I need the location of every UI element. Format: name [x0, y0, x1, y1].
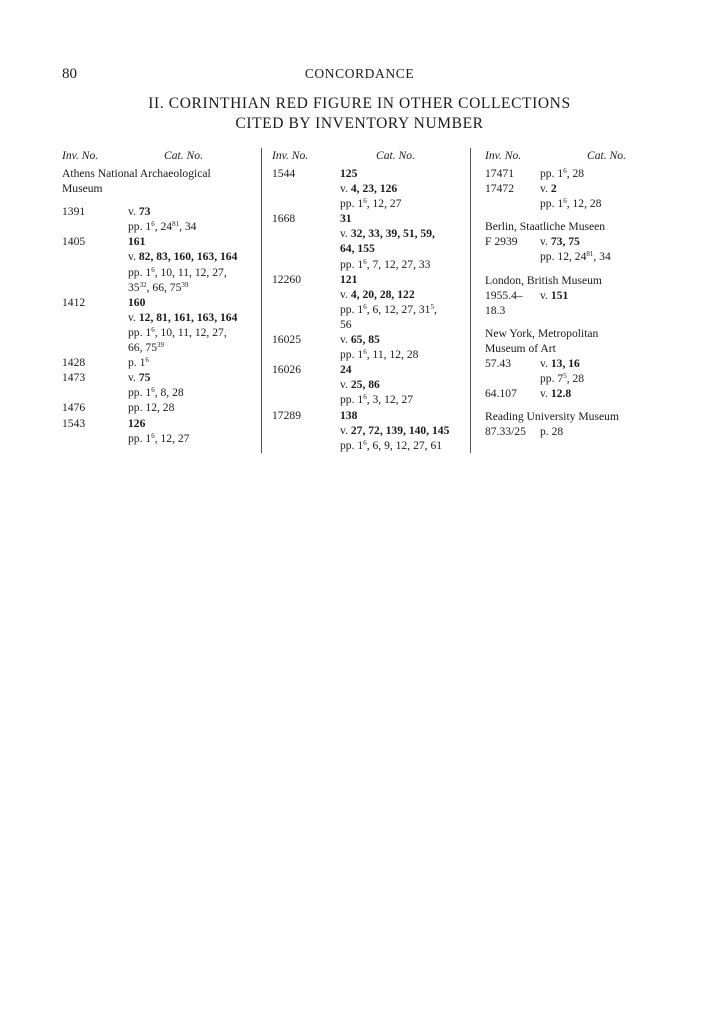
reference-text: pp. 1: [340, 197, 364, 211]
column-rule-2: [470, 148, 471, 453]
footnote-superscript: 6: [363, 348, 367, 357]
reference-text: v.: [128, 205, 139, 219]
catalogue-number: 138: [340, 408, 358, 422]
inventory-number: 1473: [62, 371, 86, 385]
catalogue-references: [128, 295, 258, 355]
spacer: [62, 196, 258, 204]
reference-text: v.: [540, 235, 551, 249]
inventory-number: 64.107: [485, 387, 517, 401]
reference-line: [540, 356, 665, 371]
museum-name: New York, Metropolitan: [485, 326, 599, 340]
reference-text: pp. 12, 24: [540, 250, 587, 264]
footnote-superscript: 6: [363, 197, 367, 206]
museum-name: Reading University Museum: [485, 410, 619, 424]
page-number: 80: [62, 66, 77, 82]
reference-text: , 10, 11, 12, 27,: [154, 325, 227, 339]
catalogue-references: [128, 234, 258, 294]
reference-line: [340, 196, 458, 211]
section-title-line-1: II. CORINTHIAN RED FIGURE IN OTHER COLLECTIONS: [148, 95, 571, 112]
reference-line: [128, 219, 258, 234]
inventory-number: F 2939: [485, 235, 518, 249]
reference-line: [128, 355, 258, 370]
reference-line: [340, 181, 458, 196]
reference-line: [128, 431, 258, 446]
section-title-line-2: CITED BY INVENTORY NUMBER: [235, 115, 484, 132]
catalogue-number: 82, 83, 160, 163, 164: [138, 250, 238, 264]
reference-line: [128, 265, 258, 280]
reference-line: [540, 181, 665, 196]
inv-no-header: Inv. No.: [62, 149, 99, 162]
concordance-entry: [272, 362, 458, 407]
reference-text: 66, 75: [128, 341, 157, 355]
reference-text: pp. 1: [128, 220, 152, 234]
concordance-column-2: [272, 148, 458, 453]
cat-no-header: Cat. No.: [164, 149, 203, 162]
catalogue-number: 64, 155: [340, 242, 375, 256]
reference-text: , 12, 27: [154, 431, 190, 445]
reference-line: [128, 234, 258, 249]
reference-line: [340, 332, 458, 347]
inventory-number: 16025: [272, 333, 301, 347]
catalogue-number: 13, 16: [550, 357, 580, 371]
reference-line: [340, 302, 458, 317]
catalogue-number: 73: [138, 205, 151, 219]
reference-text: v.: [540, 288, 551, 302]
inventory-number: 1405: [62, 235, 86, 249]
catalogue-number: 151: [550, 288, 569, 302]
column-header: [62, 148, 258, 163]
catalogue-number: 4, 20, 28, 122: [350, 287, 415, 301]
concordance-entry: [485, 386, 665, 401]
catalogue-references: [540, 424, 665, 439]
reference-line: [540, 234, 665, 249]
reference-text: , 66, 75: [146, 280, 182, 294]
footnote-superscript: 6: [363, 302, 367, 311]
reference-line: [128, 249, 258, 264]
reference-text: pp. 1: [340, 302, 364, 316]
museum-name: London, British Museum: [485, 273, 602, 287]
reference-text: , 3, 12, 27: [366, 393, 414, 407]
reference-line: [340, 408, 458, 423]
concordance-entry: [485, 181, 665, 211]
catalogue-references: [340, 332, 458, 362]
reference-line: [340, 438, 458, 453]
catalogue-number: 25, 86: [350, 378, 380, 392]
inventory-number: 17471: [485, 167, 514, 180]
inventory-number: 17472: [485, 182, 514, 196]
catalogue-references: [340, 408, 458, 453]
concordance-entry: [485, 356, 665, 386]
reference-line: [128, 400, 258, 415]
reference-text: pp. 12, 28: [128, 401, 175, 415]
reference-line: [340, 362, 458, 377]
footnote-superscript: 6: [363, 257, 367, 266]
reference-text: v.: [340, 333, 351, 347]
catalogue-number: 160: [128, 295, 146, 309]
reference-line: [128, 310, 258, 325]
concordance-entry: [272, 332, 458, 362]
footnote-superscript: 6: [563, 167, 567, 175]
reference-text: , 28: [566, 372, 585, 386]
reference-text: , 6, 9, 12, 27, 61: [366, 438, 443, 452]
reference-line: [340, 287, 458, 302]
column-header: [485, 148, 665, 163]
column-rule-1: [261, 148, 262, 453]
reference-line: [340, 272, 458, 287]
reference-text: v.: [540, 387, 551, 401]
reference-text: pp. 1: [540, 167, 564, 180]
catalogue-number: 27, 72, 139, 140, 145: [350, 423, 450, 437]
reference-text: v.: [540, 357, 551, 371]
reference-line: [540, 386, 665, 401]
reference-line: [340, 226, 458, 241]
footnote-superscript: 6: [151, 431, 155, 440]
catalogue-references: [540, 166, 665, 181]
inv-no-header: Inv. No.: [272, 149, 309, 162]
reference-text: , 12, 27: [366, 197, 402, 211]
inventory-number: 12260: [272, 272, 301, 286]
catalogue-number: 32, 33, 39, 51, 59,: [350, 227, 435, 241]
concordance-entry: [272, 211, 458, 271]
catalogue-references: [340, 166, 458, 211]
concordance-entry: [485, 166, 665, 181]
concordance-entry: [62, 204, 258, 234]
concordance-entry: [62, 295, 258, 355]
inventory-number: 1476: [62, 401, 86, 415]
reference-text: pp. 1: [340, 348, 364, 362]
reference-text: v.: [340, 423, 351, 437]
reference-line: [340, 211, 458, 226]
catalogue-references: [340, 211, 458, 271]
catalogue-references: [128, 204, 258, 234]
reference-text: , 34: [179, 220, 197, 234]
reference-line: [128, 280, 258, 295]
reference-text: , 11, 12, 28: [366, 348, 419, 362]
reference-text: ,: [433, 302, 437, 316]
reference-text: v.: [340, 227, 351, 241]
catalogue-references: [540, 356, 665, 386]
reference-text: pp. 7: [540, 372, 564, 386]
catalogue-number: 125: [340, 167, 358, 180]
catalogue-references: [128, 370, 258, 400]
reference-line: [540, 166, 665, 181]
footnote-superscript: 6: [145, 356, 149, 365]
catalogue-references: [540, 386, 665, 401]
concordance-entry: [485, 288, 665, 318]
reference-text: 35: [128, 280, 140, 294]
footnote-superscript: 32: [139, 280, 147, 289]
section-title: [0, 94, 719, 134]
spacer: [485, 318, 665, 326]
catalogue-references: [540, 234, 665, 264]
inventory-number: 1428: [62, 356, 86, 370]
concordance-entry: [272, 408, 458, 453]
concordance-column-3: [485, 148, 665, 440]
reference-text: , 8, 28: [154, 386, 184, 400]
concordance-entry: [62, 355, 258, 370]
concordance-entry: [62, 370, 258, 400]
reference-text: 56: [340, 317, 352, 331]
inventory-number: 16026: [272, 363, 301, 377]
reference-text: v.: [340, 378, 351, 392]
concordance-entry: [62, 234, 258, 294]
column-header: [272, 148, 458, 163]
reference-line: [540, 249, 665, 264]
cat-no-header: Cat. No.: [376, 149, 415, 162]
inventory-number: 87.33/25: [485, 425, 526, 439]
reference-text: , 24: [154, 220, 173, 234]
reference-line: [128, 204, 258, 219]
running-head: CONCORDANCE: [304, 66, 415, 81]
reference-line: [340, 241, 458, 256]
reference-text: , 6, 12, 27, 31: [366, 302, 431, 316]
reference-line: [540, 424, 665, 439]
reference-line: [340, 392, 458, 407]
footnote-superscript: 6: [151, 386, 155, 395]
inventory-number: 1391: [62, 205, 86, 219]
catalogue-number: 12.8: [550, 387, 572, 401]
footnote-superscript: 39: [181, 280, 189, 289]
reference-line: [128, 416, 258, 431]
concordance-column-1: [62, 148, 258, 446]
catalogue-number: 65, 85: [350, 333, 380, 347]
footnote-superscript: 5: [430, 302, 434, 311]
reference-line: [128, 370, 258, 385]
inventory-number: 17289: [272, 408, 301, 422]
spacer: [485, 401, 665, 409]
reference-text: pp. 1: [540, 197, 564, 211]
reference-text: p. 1: [128, 356, 146, 370]
catalogue-references: [540, 181, 665, 211]
footnote-superscript: 6: [363, 438, 367, 447]
reference-text: v.: [340, 182, 351, 196]
catalogue-references: [128, 416, 258, 446]
reference-line: [340, 257, 458, 272]
inv-no-header: Inv. No.: [485, 149, 522, 162]
reference-text: v.: [128, 310, 139, 324]
footnote-superscript: 39: [156, 341, 164, 350]
reference-line: [540, 288, 665, 303]
footnote-superscript: 6: [151, 220, 155, 229]
spacer: [485, 211, 665, 219]
footnote-superscript: 81: [586, 250, 594, 259]
reference-text: , 28: [566, 167, 585, 180]
footnote-superscript: 6: [363, 393, 367, 402]
reference-text: p. 28: [540, 425, 564, 439]
museum-name: Athens National Archaeological: [62, 167, 211, 180]
footnote-superscript: 5: [563, 372, 567, 381]
footnote-superscript: 81: [172, 220, 180, 229]
reference-text: , 10, 11, 12, 27,: [154, 265, 227, 279]
reference-text: , 7, 12, 27, 33: [366, 257, 431, 271]
catalogue-number: 12, 81, 161, 163, 164: [138, 310, 238, 324]
catalogue-references: [340, 362, 458, 407]
catalogue-number: 2: [550, 182, 557, 196]
reference-text: v.: [340, 287, 351, 301]
inventory-number: 1544: [272, 167, 296, 180]
catalogue-number: 121: [340, 272, 358, 286]
reference-line: [128, 295, 258, 310]
reference-line: [340, 423, 458, 438]
reference-text: pp. 1: [340, 257, 364, 271]
concordance-entry: [62, 416, 258, 446]
reference-text: v.: [540, 182, 551, 196]
museum-name: Museum of Art: [485, 341, 556, 355]
footnote-superscript: 6: [151, 325, 155, 334]
catalogue-references: [340, 272, 458, 332]
catalogue-references: [540, 288, 665, 318]
inventory-number: 1955.4–18.3: [485, 288, 523, 317]
reference-text: , 34: [593, 250, 611, 264]
catalogue-number: 161: [128, 235, 146, 249]
concordance-entry: [272, 166, 458, 211]
reference-text: v.: [128, 371, 139, 385]
concordance-entry: [485, 424, 665, 439]
reference-line: [128, 385, 258, 400]
reference-line: [128, 340, 258, 355]
footnote-superscript: 6: [151, 265, 155, 274]
cat-no-header: Cat. No.: [587, 149, 626, 162]
reference-text: pp. 1: [128, 386, 152, 400]
reference-text: pp. 1: [128, 265, 152, 279]
inventory-number: 1668: [272, 212, 296, 226]
catalogue-number: 31: [340, 212, 352, 226]
catalogue-number: 75: [138, 371, 151, 385]
reference-text: pp. 1: [128, 325, 152, 339]
reference-text: pp. 1: [340, 438, 364, 452]
catalogue-references: [128, 400, 258, 415]
reference-line: [340, 166, 458, 181]
spacer: [485, 265, 665, 273]
catalogue-references: [128, 355, 258, 370]
reference-line: [128, 325, 258, 340]
inventory-number: 1412: [62, 295, 86, 309]
concordance-entry: [272, 272, 458, 332]
inventory-number: 57.43: [485, 357, 512, 371]
catalogue-number: 24: [340, 363, 352, 377]
reference-text: pp. 1: [340, 393, 364, 407]
inventory-number: 1543: [62, 416, 86, 430]
concordance-entry: [62, 400, 258, 415]
reference-line: [340, 347, 458, 362]
reference-line: [340, 377, 458, 392]
reference-line: [540, 371, 665, 386]
reference-text: , 12, 28: [566, 197, 602, 211]
footnote-superscript: 6: [563, 197, 567, 206]
catalogue-number: 73, 75: [550, 235, 580, 249]
reference-text: v.: [128, 250, 139, 264]
reference-line: [540, 196, 665, 211]
concordance-entry: [485, 234, 665, 264]
museum-name: Berlin, Staatliche Museen: [485, 220, 606, 234]
reference-line: [340, 317, 458, 332]
museum-name: Museum: [62, 182, 103, 196]
reference-text: pp. 1: [128, 431, 152, 445]
catalogue-number: 4, 23, 126: [350, 182, 398, 196]
catalogue-number: 126: [128, 416, 146, 430]
